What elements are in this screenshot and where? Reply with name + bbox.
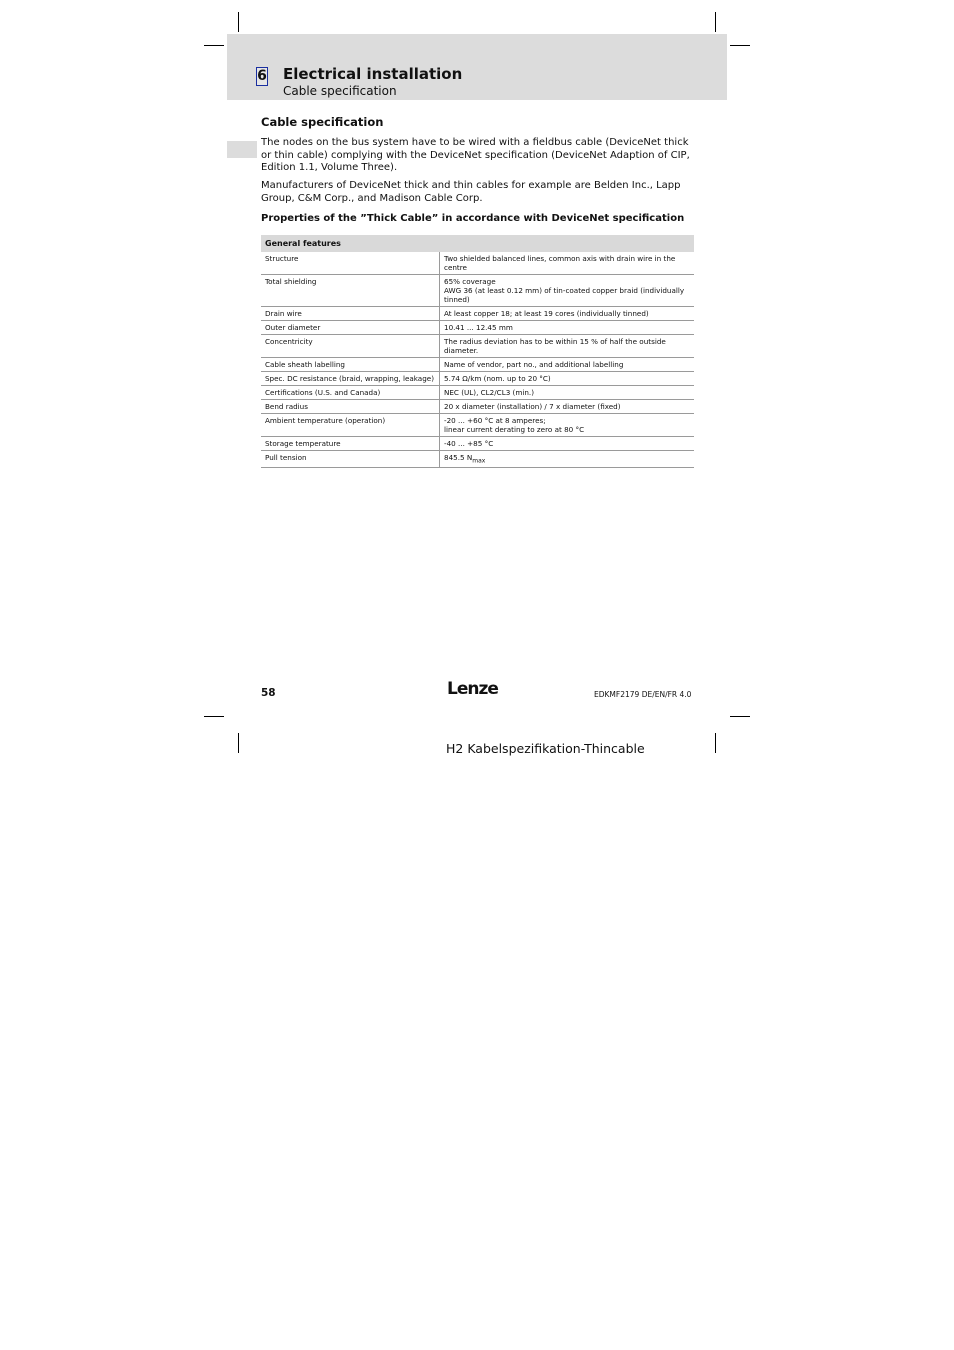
crop-mark [715, 12, 716, 32]
param-cell: Drain wire [261, 307, 440, 321]
value-cell: Name of vendor, part no., and additional labelling [440, 358, 695, 372]
intro-paragraph: The nodes on the bus system have to be wired with a fieldbus cable (DeviceNet thick or thin cable) complying with the DeviceNet specification (DeviceNet Adaption of CIP, Edition 1.1, Volume Three). [261, 137, 690, 173]
table-row [261, 386, 694, 400]
value-cell: -40 ... +85 °C [440, 437, 695, 451]
spec-table [261, 235, 694, 468]
crop-mark [730, 45, 750, 46]
value-cell [440, 451, 695, 468]
table-row [261, 358, 694, 372]
value-subscript: max [472, 457, 486, 465]
crop-mark [238, 733, 239, 753]
param-cell: Pull tension [261, 451, 440, 468]
value-cell [440, 275, 695, 307]
table-heading: Properties of the ”Thick Cable” in accordance with DeviceNet specification [261, 213, 685, 224]
table-row [261, 372, 694, 386]
value-line: 65% coverage [444, 277, 496, 286]
side-tab-marker [227, 141, 257, 158]
table-row [261, 307, 694, 321]
crop-mark [730, 716, 750, 717]
param-cell: Storage temperature [261, 437, 440, 451]
table-row [261, 321, 694, 335]
lenze-logo: Lenze [447, 679, 498, 699]
table-row [261, 400, 694, 414]
value-text: 845.5 N [444, 453, 473, 462]
value-cell: The radius deviation has to be within 15 % of half the outside diameter. [440, 335, 695, 358]
param-cell: Certifications (U.S. and Canada) [261, 386, 440, 400]
manufacturers-paragraph: Manufacturers of DeviceNet thick and thin cables for example are Belden Inc., Lapp Group, C&M Corp., and Madison Cable Corp. [261, 180, 681, 204]
image-caption: H2 Kabelspezifikation-Thincable [446, 741, 645, 756]
crop-mark [238, 12, 239, 32]
value-line: linear current derating to zero at 80 °C [444, 425, 585, 434]
value-cell: 10.41 ... 12.45 mm [440, 321, 695, 335]
table-row [261, 437, 694, 451]
value-cell: 5.74 Ω/km (nom. up to 20 °C) [440, 372, 695, 386]
crop-mark [715, 733, 716, 753]
table-row [261, 252, 694, 275]
table-header: General features [261, 235, 694, 252]
value-line: AWG 36 (at least 0.12 mm) of tin-coated copper braid (individually tinned) [444, 286, 685, 304]
value-cell [440, 414, 695, 437]
document-reference: EDKMF2179 DE/EN/FR 4.0 [594, 690, 692, 699]
param-cell: Spec. DC resistance (braid, wrapping, leakage) [261, 372, 440, 386]
param-cell: Total shielding [261, 275, 440, 307]
crop-mark [204, 716, 224, 717]
value-cell: At least copper 18; at least 19 cores (individually tinned) [440, 307, 695, 321]
param-cell: Cable sheath labelling [261, 358, 440, 372]
param-cell: Outer diameter [261, 321, 440, 335]
section-heading: Cable specification [261, 115, 384, 129]
param-cell: Structure [261, 252, 440, 275]
value-cell: Two shielded balanced lines, common axis with drain wire in the centre [440, 252, 695, 275]
value-line: -20 ... +60 °C at 8 amperes; [444, 416, 546, 425]
param-cell: Concentricity [261, 335, 440, 358]
chapter-title: Electrical installation [283, 65, 463, 83]
chapter-number: 6 [257, 68, 267, 84]
chapter-subtitle: Cable specification [283, 84, 397, 98]
value-cell: 20 x diameter (installation) / 7 x diameter (fixed) [440, 400, 695, 414]
page-number: 58 [261, 687, 276, 699]
param-cell: Bend radius [261, 400, 440, 414]
table-row [261, 414, 694, 437]
param-cell: Ambient temperature (operation) [261, 414, 440, 437]
table-row [261, 451, 694, 468]
table-row [261, 275, 694, 307]
crop-mark [204, 45, 224, 46]
value-cell: NEC (UL), CL2/CL3 (min.) [440, 386, 695, 400]
table-row [261, 335, 694, 358]
